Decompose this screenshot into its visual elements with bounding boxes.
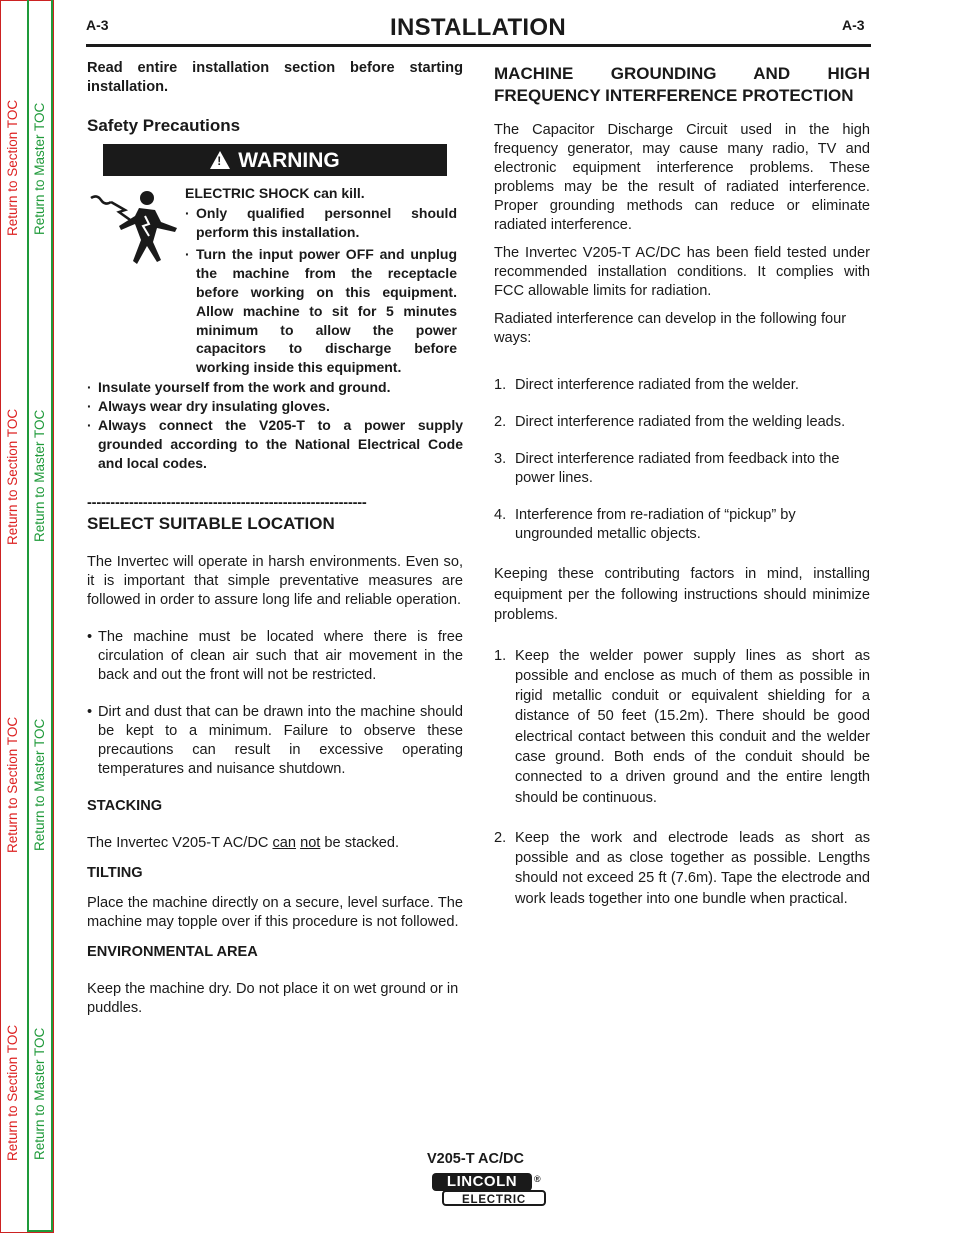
header-rule [86, 44, 871, 47]
right-column: MACHINE GROUNDING AND HIGH FREQUENCY INTERFERENCE PROTECTION The Capacitor Discharge Circuit used in the high frequency generator, may cause many radio, TV and electronic equipment interference problems. These problems may be the result of radiated interference. Proper grounding methods can reduce or eliminate radiated interference. The Invertec V205-T AC/DC has been field tested under recommended installation conditions. It complies with FCC allowable limits for radiation. Radiated interference can develop in the following four ways: 1. Direct interference radiated from the welder. 2. Direct interference radiated from the welding leads. 3. Direct interference radiated from feedback into the power lines. 4. Interference from re-radiation of “pickup” by ungrounded metallic objects. Keeping these contributing factors in mind, installing equipment per the following instructions should minimize problems. 1. Keep the welder power supply lines as short as possible and enclose as much of them as possible in rigid metallic conduit or equivalent shielding for a distance of 50 feet (15.2m). There should be good electrical contact between this conduit and the welder case ground. Both ends of the conduit should be connected to a driven ground and the entire length should be continuous. 2. Keep the work and electrode leads as short as possible and as close together as possible. Lengths should not exceed 25 ft (7.6m). Tape the electrode and work leads together into one bundle when practical. [494, 64, 870, 907]
interference-way: Direct interference radiated from feedback into the power lines. [515, 451, 840, 486]
electric-shock-block: ELECTRIC SHOCK can kill. · Only qualified personnel should perform this installation. · Turn the input power OFF and unplug the machine from the receptacle before working on this equipment. Allow machine to sit for 5 minutes minimum to allow the power capacitors to discharge before working inside this equipment. [87, 184, 463, 375]
location-intro: The Invertec will operate in harsh environments. Even so, it is important that simple preventative measures are followed in order to assure long life and reliable operation. [87, 554, 463, 608]
stacking-text: The Invertec V205-T AC/DC can not be stacked. [87, 835, 400, 851]
page-number-left: A-3 [86, 17, 109, 33]
grounding-paragraph: The Capacitor Discharge Circuit used in the high frequency generator, may cause many radio, TV and electronic equipment interference problems. These problems may be the result of radiated interference. Proper grounding methods can reduce or eliminate radiated interference. [494, 122, 870, 233]
lincoln-electric-logo: LINCOLN ELECTRIC ® [432, 1173, 547, 1208]
safety-bullet: Always wear dry insulating gloves. [98, 398, 330, 414]
electric-shock-icon [87, 188, 177, 280]
warning-label: WARNING [238, 148, 340, 172]
return-to-section-toc-link[interactable]: Return to Section TOC [5, 99, 20, 236]
section-divider: ------------------------------------------------------------ [87, 495, 367, 511]
return-to-master-toc-link[interactable]: Return to Master TOC [32, 409, 47, 542]
page-number-right: A-3 [842, 17, 865, 33]
safety-bullet: Always connect the V205-T to a power supply grounded according to the National Electrical Code and local codes. [98, 417, 463, 471]
interference-way: Direct interference radiated from the welding leads. [515, 414, 846, 430]
shock-title: ELECTRIC SHOCK can kill. [185, 185, 365, 201]
grounding-instruction: Keep the work and electrode leads as short as possible and as close together as possible. Lengths should not exceed 25 ft (7.6m). Tape the electrode and work leads together into one bundle when practical. [515, 829, 870, 907]
grounding-paragraph: Keeping these contributing factors in mind, installing equipment per the following instructions should minimize problems. [494, 566, 870, 623]
return-to-master-toc-link[interactable]: Return to Master TOC [32, 718, 47, 851]
shock-bullet: Turn the input power OFF and unplug the machine from the receptacle before working on this equipment. Allow machine to sit for 5 minutes minimum to allow the power capacitors to discharge before working inside this equipment. [196, 246, 457, 376]
location-heading: SELECT SUITABLE LOCATION [87, 514, 335, 533]
tilting-heading: TILTING [87, 865, 143, 881]
left-column: Read entire installation section before starting installation. Safety Precautions ! WARNING ELECTRIC SHOCK can kill. · Only qualified personnel should perform this installation. · Turn the input power OFF and unplug the machine from the receptacle before working on this equipment. Allow machine to sit for 5 minutes minimum to allow the power capacitors to discharge before working inside this equipment. · Insulate yourself from the work and ground. · Always wear dry insulating gloves. · Always connect the V205-T to a power supply grounded according to the National Electrical Code and local codes. ------------------------------------------------------------ SELECT SUITABLE LOCATION The Invertec will operate in harsh environments. Even so, it is important that simple preventative measures are followed in order to assure long life and reliable operation. • The machine must be located where there is free circulation of clean air such that air movement in the back and out the front will not be restricted. • Dirt and dust that can be drawn into the machine should be kept to a minimum. Failure to observe these precautions can result in excessive operating temperatures and nuisance shutdown. STACKING The Invertec V205-T AC/DC can not be stacked. TILTING Place the machine directly on a secure, level surface. The machine may topple over if this procedure is not followed. ENVIRONMENTAL AREA Keep the machine dry. Do not place it on wet ground or in puddles. [87, 60, 463, 1016]
grounding-paragraph: The Invertec V205-T AC/DC has been field tested under recommended installation conditions. It complies with FCC allowable limits for radiation. [494, 245, 870, 299]
return-to-master-toc-link[interactable]: Return to Master TOC [32, 1027, 47, 1160]
return-to-section-toc-link[interactable]: Return to Section TOC [5, 1024, 20, 1161]
location-bullet: Dirt and dust that can be drawn into the machine should be kept to a minimum. Failure to observe these precautions can result in excessive operating temperatures and nuisance shutdown. [98, 704, 463, 777]
safety-bullet: Insulate yourself from the work and ground. [98, 379, 391, 395]
return-to-section-toc-link[interactable]: Return to Section TOC [5, 716, 20, 853]
shock-bullet: Only qualified personnel should perform this installation. [196, 204, 457, 240]
stacking-heading: STACKING [87, 798, 163, 814]
intro-text: Read entire installation section before starting installation. [87, 60, 463, 95]
grounding-heading: MACHINE GROUNDING AND HIGH FREQUENCY INTERFERENCE PROTECTION [494, 64, 870, 105]
environmental-text: Keep the machine dry. Do not place it on wet ground or in puddles. [87, 981, 459, 1016]
interference-way: Direct interference radiated from the welder. [515, 377, 799, 393]
warning-triangle-icon: ! [210, 151, 230, 169]
page-title: INSTALLATION [389, 14, 567, 41]
environmental-heading: ENVIRONMENTAL AREA [87, 944, 258, 960]
return-to-master-toc-link[interactable]: Return to Master TOC [32, 102, 47, 235]
interference-way: Interference from re-radiation of “pickup” by ungrounded metallic objects. [515, 507, 796, 542]
model-number: V205-T AC/DC [427, 1151, 524, 1167]
tilting-text: Place the machine directly on a secure, level surface. The machine may topple over if this procedure is not followed. [87, 895, 463, 930]
return-to-section-toc-link[interactable]: Return to Section TOC [5, 408, 20, 545]
warning-banner [103, 144, 447, 176]
grounding-paragraph: Radiated interference can develop in the following four ways: [494, 311, 847, 346]
location-bullet: The machine must be located where there is free circulation of clean air such that air movement in the back and out the front will not be restricted. [98, 629, 463, 683]
safety-heading: Safety Precautions [87, 116, 241, 135]
grounding-instruction: Keep the welder power supply lines as short as possible and enclose as much of them as possible in rigid metallic conduit or equivalent shielding for a distance of 50 feet (15.2m). There should be good electrical contact between this conduit and the welder case ground. Both ends of the conduit should be connected to a driven ground and the entire length should be continuous. [515, 647, 870, 806]
